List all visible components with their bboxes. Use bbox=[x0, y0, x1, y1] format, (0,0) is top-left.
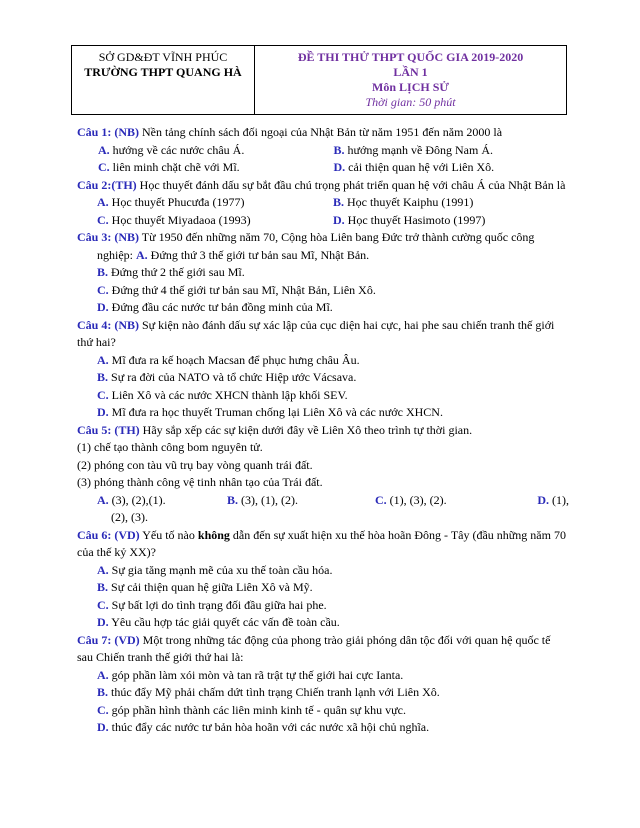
option-d bbox=[529, 492, 569, 510]
option-d bbox=[333, 212, 569, 230]
option-text: liên minh chặt chẽ với Mĩ. bbox=[109, 160, 240, 174]
option-letter: D. bbox=[97, 405, 109, 419]
option-letter: C. bbox=[97, 212, 109, 227]
option-a bbox=[77, 667, 569, 685]
option-letter: B. bbox=[97, 685, 109, 699]
option-text: Học thuyết Phucưđa (1977) bbox=[108, 195, 245, 209]
question-6 bbox=[77, 527, 569, 562]
option-letter: A. bbox=[97, 492, 109, 507]
option-d bbox=[334, 159, 570, 177]
option-letter: D. bbox=[333, 212, 345, 227]
department-name: SỞ GD&ĐT VĨNH PHÚC bbox=[98, 50, 228, 64]
option-letter: A. bbox=[136, 247, 148, 262]
option-text: Sự bất lợi do tình trạng đối đầu giữa hai phe. bbox=[108, 597, 327, 612]
option-text: Học thuyết Hasimoto (1997) bbox=[344, 212, 486, 227]
option-c bbox=[77, 702, 569, 720]
option-a bbox=[97, 492, 227, 510]
option-text: cải thiện quan hệ với Liên Xô. bbox=[345, 160, 495, 174]
option-a bbox=[98, 142, 334, 160]
option-text: Học thuyết Kaiphu (1991) bbox=[344, 195, 474, 209]
exam-content bbox=[77, 124, 569, 737]
option-text: (3), (2),(1). bbox=[108, 492, 166, 507]
option-d bbox=[77, 299, 569, 317]
option-letter: D. bbox=[97, 300, 109, 314]
options-row bbox=[77, 194, 569, 212]
option-letter: D. bbox=[333, 160, 346, 174]
option-letter: A. bbox=[97, 352, 109, 367]
question-label: Câu 6: (VD) bbox=[77, 527, 140, 542]
option-a bbox=[77, 352, 569, 370]
question-7 bbox=[77, 632, 569, 667]
option-b bbox=[227, 492, 375, 510]
option-text: thúc đẩy Mỹ phải chấm dứt tình trạng Chiến tranh lạnh với Liên Xô. bbox=[108, 685, 440, 699]
option-letter: B. bbox=[227, 492, 239, 507]
question-4 bbox=[77, 317, 569, 352]
option-text: (1), (3), (2). bbox=[386, 492, 447, 507]
question-text: Sự kiện nào đánh dấu sự xác lập của cục diện hai cực, hai phe sau chiến tranh thế giới thứ hai? bbox=[77, 317, 555, 349]
question-text-bold: không bbox=[197, 527, 230, 542]
exam-round: LẦN 1 bbox=[393, 65, 428, 79]
option-letter: B. bbox=[333, 195, 345, 209]
option-text: Liên Xô và các nước XHCN thành lập khối SEV. bbox=[108, 387, 348, 402]
options-row bbox=[77, 159, 569, 177]
option-d-continued: (2), (3). bbox=[111, 510, 148, 524]
option-text: góp phần hình thành các liên minh kinh tế - quân sự khu vực. bbox=[108, 702, 406, 717]
option-d bbox=[77, 404, 569, 422]
option-text: Mĩ đưa ra kế hoạch Macsan để phục hưng châu Âu. bbox=[108, 352, 360, 367]
question-2 bbox=[77, 177, 569, 195]
question-label: Câu 1: (NB) bbox=[77, 125, 139, 139]
option-text: Mĩ đưa ra học thuyết Truman chống lại Liên Xô và các nước XHCN. bbox=[108, 405, 443, 419]
option-text: Sự cải thiện quan hệ giữa Liên Xô và Mỹ. bbox=[108, 580, 313, 594]
option-b bbox=[77, 369, 569, 387]
question-text: Hãy sắp xếp các sự kiện dưới đây về Liên Xô theo trình tự thời gian. bbox=[139, 422, 473, 437]
question-1 bbox=[77, 124, 569, 142]
option-text: Đứng thứ 2 thế giới sau Mĩ. bbox=[108, 265, 245, 279]
exam-subject: Môn LỊCH SỬ bbox=[372, 80, 449, 94]
question-text: Một trong những tác động của phong trào giải phóng dân tộc đối với quan hệ quốc tế sau Chiến tranh thế giới thứ hai là: bbox=[77, 632, 551, 664]
question-text: nghiệp: bbox=[97, 247, 136, 262]
option-text: Học thuyết Miyadaoa (1993) bbox=[108, 212, 251, 227]
question-label: Câu 4: (NB) bbox=[77, 317, 139, 332]
option-text: hướng về các nước châu Á. bbox=[109, 142, 245, 157]
option-c bbox=[77, 282, 569, 300]
option-c bbox=[375, 492, 529, 510]
question-5 bbox=[77, 422, 569, 440]
question-text: Yếu tố nào bbox=[139, 527, 198, 542]
option-text: Yêu cầu hợp tác giải quyết các vấn đề toàn cầu. bbox=[108, 615, 340, 629]
option-letter: D. bbox=[537, 492, 549, 507]
option-text: Đứng thứ 3 thế giới tư bản sau Mĩ, Nhật Bản. bbox=[147, 247, 370, 262]
option-letter: C. bbox=[98, 160, 110, 174]
option-letter: B. bbox=[97, 265, 109, 279]
question-text: dẫn đến sự xuất hiện xu thế hòa hoãn Đông - Tây (đầu những năm 70 của thế kỷ XX)? bbox=[77, 527, 566, 559]
header-table bbox=[71, 45, 567, 115]
option-letter: C. bbox=[97, 387, 109, 402]
option-text: Đứng đầu các nước tư bản đồng minh của Mĩ. bbox=[108, 300, 333, 314]
option-a bbox=[97, 194, 333, 212]
school-name: TRƯỜNG THPT QUANG HÀ bbox=[84, 65, 242, 79]
option-letter: B. bbox=[97, 370, 109, 384]
option-letter: D. bbox=[97, 720, 109, 734]
question-label: Câu 2:(TH) bbox=[77, 177, 137, 192]
option-b bbox=[77, 264, 569, 282]
option-text: (3), (1), (2). bbox=[238, 492, 298, 507]
question-label: Câu 3: (NB) bbox=[77, 230, 139, 244]
event-item: (2) phóng con tàu vũ trụ bay vòng quanh trái đất. bbox=[77, 457, 313, 472]
option-text: hướng mạnh về Đông Nam Á. bbox=[344, 142, 494, 157]
exam-duration: Thời gian: 50 phút bbox=[365, 95, 456, 109]
option-a bbox=[77, 562, 569, 580]
option-b bbox=[77, 684, 569, 702]
option-letter: A. bbox=[97, 667, 109, 682]
exam-title: ĐỀ THI THỬ THPT QUỐC GIA 2019-2020 bbox=[297, 50, 524, 64]
option-b bbox=[77, 579, 569, 597]
question-label: Câu 5: (TH) bbox=[77, 422, 140, 437]
option-text: Sự gia tăng mạnh mẽ của xu thế toàn cầu hóa. bbox=[108, 562, 333, 577]
options-row bbox=[77, 212, 569, 230]
question-label: Câu 7: (VD) bbox=[77, 632, 140, 647]
question-text: Nền tảng chính sách đối ngoại của Nhật Bản từ năm 1951 đến năm 2000 là bbox=[139, 125, 503, 139]
option-text: Sự ra đời của NATO và tổ chức Hiệp ước Vácsava. bbox=[108, 370, 357, 384]
option-letter: C. bbox=[97, 702, 109, 717]
option-letter: D. bbox=[97, 615, 109, 629]
option-text: góp phần làm xói mòn và tan rã trật tự thế giới hai cực Ianta. bbox=[108, 667, 404, 682]
event-item: (1) chế tạo thành công bom nguyên tử. bbox=[77, 440, 263, 454]
option-c bbox=[98, 159, 334, 177]
option-letter: A. bbox=[98, 142, 110, 157]
option-letter: A. bbox=[97, 195, 109, 209]
option-letter: C. bbox=[375, 492, 387, 507]
option-text: thúc đẩy các nước tư bản hòa hoãn với các nước xã hội chủ nghĩa. bbox=[108, 720, 430, 734]
option-b bbox=[334, 142, 570, 160]
question-text: Học thuyết đánh dấu sự bắt đầu chú trọng phát triển quan hệ với châu Á của Nhật Bản là bbox=[136, 177, 566, 192]
options-row bbox=[77, 142, 569, 160]
option-d bbox=[77, 719, 569, 737]
option-text: (1), bbox=[549, 492, 569, 507]
option-b bbox=[333, 194, 569, 212]
school-info bbox=[72, 46, 255, 114]
option-c bbox=[97, 212, 333, 230]
option-letter: C. bbox=[97, 597, 109, 612]
event-item: (3) phóng thành công vệ tinh nhân tạo của Trái đất. bbox=[77, 475, 323, 489]
options-row bbox=[77, 492, 569, 510]
exam-info bbox=[255, 46, 566, 114]
option-text: Đứng thứ 4 thế giới tư bản sau Mĩ, Nhật Bản, Liên Xô. bbox=[108, 282, 376, 297]
option-d bbox=[77, 614, 569, 632]
option-letter: C. bbox=[97, 282, 109, 297]
question-text-continued bbox=[77, 247, 569, 265]
option-c bbox=[77, 597, 569, 615]
option-c bbox=[77, 387, 569, 405]
option-letter: B. bbox=[333, 142, 345, 157]
question-3 bbox=[77, 229, 569, 247]
option-letter: B. bbox=[97, 580, 109, 594]
question-text: Từ 1950 đến những năm 70, Cộng hòa Liên bang Đức trở thành cường quốc công bbox=[139, 230, 535, 244]
option-letter: A. bbox=[97, 562, 109, 577]
